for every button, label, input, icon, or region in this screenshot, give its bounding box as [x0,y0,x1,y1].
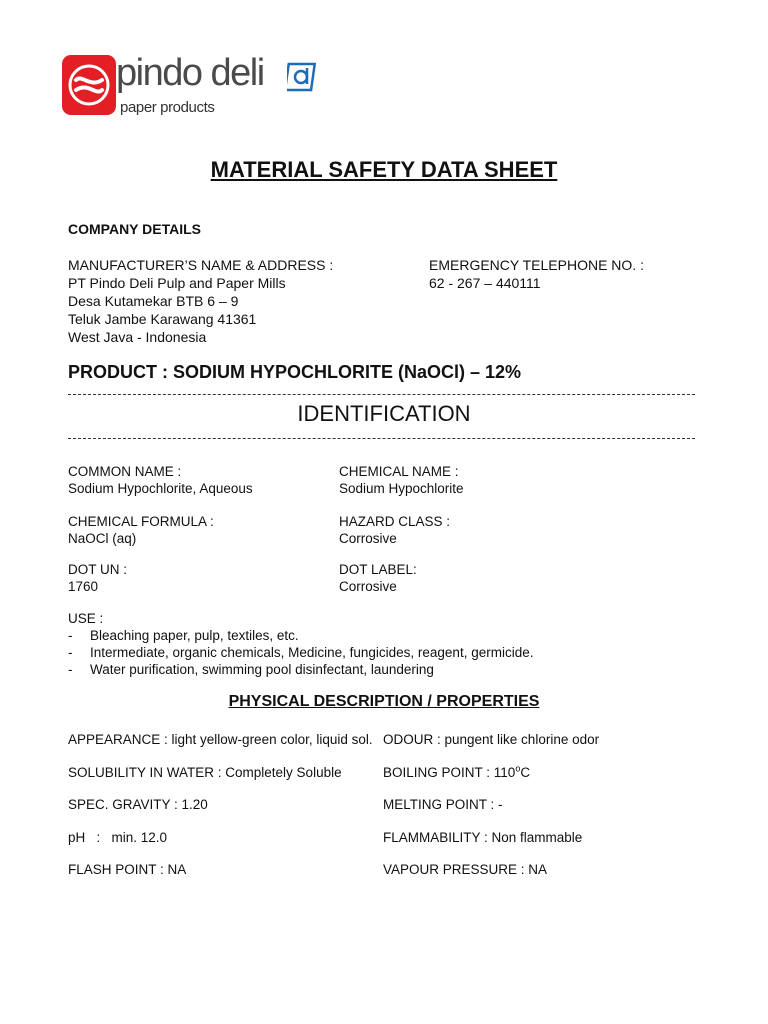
manufacturer-block [68,256,333,346]
common-name-label: COMMON NAME : [68,464,182,479]
address-line: PT Pindo Deli Pulp and Paper Mills [68,275,286,291]
dot-un-value: 1760 [68,579,99,594]
company-details-heading: COMPANY DETAILS [68,221,202,237]
company-logo-mark [62,55,116,115]
hazard-class-field [339,513,450,547]
vapour-pressure-value: VAPOUR PRESSURE : NA [383,862,548,877]
ph-value: pH : min. 12.0 [68,830,168,845]
use-label: USE : [68,611,104,626]
use-item: - Bleaching paper, pulp, textiles, etc. [68,627,533,644]
solubility-value: SOLUBILITY IN WATER : Completely Soluble [68,765,342,780]
logo-wordmark: pindo deli [116,52,264,94]
dot-un-field [68,561,127,595]
pd-badge-icon [287,62,317,92]
dot-un-label: DOT UN : [68,562,128,577]
hazard-class-label: HAZARD CLASS : [339,514,451,529]
boiling-point-value [383,764,530,781]
document-title: MATERIAL SAFETY DATA SHEET [210,157,558,182]
chemical-name-value: Sodium Hypochlorite [339,481,464,496]
chemical-name-label: CHEMICAL NAME : [339,464,459,479]
dot-label-value: Corrosive [339,579,397,594]
odour-value: ODOUR : pungent like chlorine odor [383,732,600,747]
formula-label: CHEMICAL FORMULA : [68,514,214,529]
chemical-name-field [339,463,464,497]
emergency-label: EMERGENCY TELEPHONE NO. : [429,257,644,273]
common-name-value: Sodium Hypochlorite, Aqueous [68,481,253,496]
use-section [68,610,533,678]
use-item: - Intermediate, organic chemicals, Medicine, fungicides, reagent, germicide. [68,644,533,661]
physical-properties-heading: PHYSICAL DESCRIPTION / PROPERTIES [228,693,540,710]
common-name-field [68,463,253,497]
emergency-number: 62 - 267 – 440111 [429,275,541,291]
degree-sup: o [515,763,521,774]
address-line: Desa Kutamekar BTB 6 – 9 [68,293,239,309]
manufacturer-label: MANUFACTURER’S NAME & ADDRESS : [68,257,334,273]
melting-point-value: MELTING POINT : - [383,797,503,812]
logo-tagline: paper products [120,99,215,116]
address-line: Teluk Jambe Karawang 41361 [68,311,257,327]
divider [68,394,695,395]
address-line: West Java - Indonesia [68,329,207,345]
flash-point-value: FLASH POINT : NA [68,862,187,877]
dot-label-label: DOT LABEL: [339,562,417,577]
product-heading: PRODUCT : SODIUM HYPOCHLORITE (NaOCl) – 12% [68,362,522,382]
use-item: - Water purification, swimming pool disinfectant, laundering [68,661,533,678]
boiling-point-unit: C [520,765,531,780]
spec-gravity-value: SPEC. GRAVITY : 1.20 [68,797,208,812]
flammability-value: FLAMMABILITY : Non flammable [383,830,583,845]
divider [68,438,695,439]
dot-label-field [339,561,417,595]
boiling-point-label: BOILING POINT : 110 [383,765,516,780]
hazard-class-value: Corrosive [339,531,397,546]
emergency-block [429,256,644,292]
formula-value: NaOCl (aq) [68,531,137,546]
formula-field [68,513,214,547]
appearance-value: APPEARANCE : light yellow-green color, liquid sol. [68,732,373,747]
identification-heading: IDENTIFICATION [297,401,471,426]
